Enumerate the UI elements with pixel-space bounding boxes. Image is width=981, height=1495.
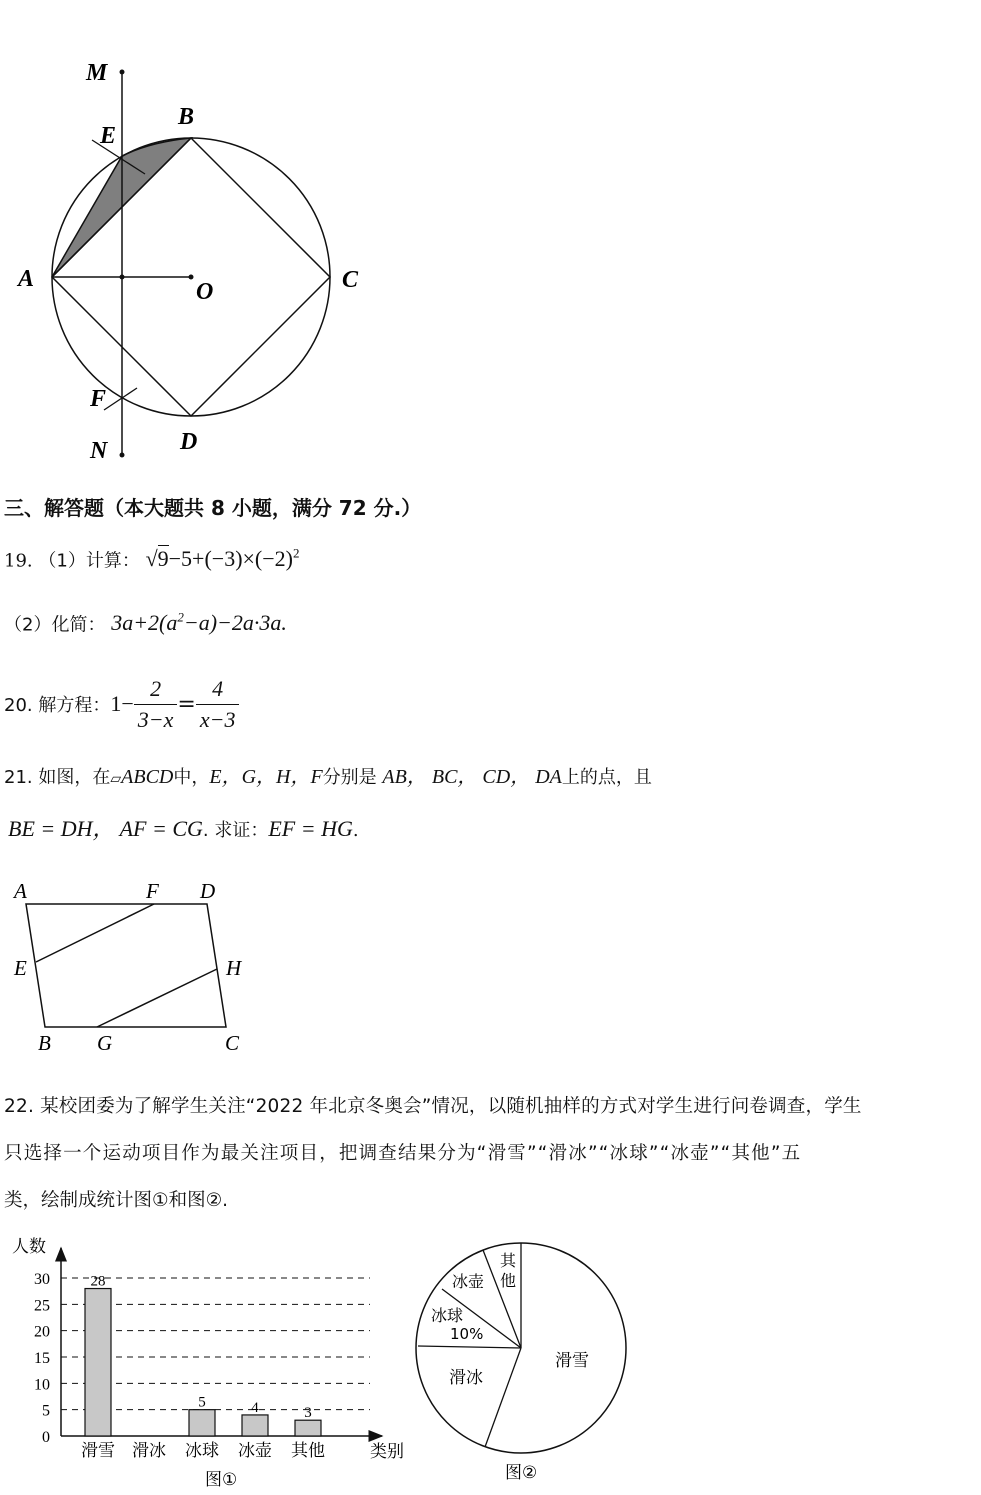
bar-3 [189, 1410, 215, 1436]
q19-part2-expr: $3a+2(a^2-a)-2a\cdot 3a$. [111, 610, 287, 636]
q22-line2: 只选择一个运动项目作为最关注项目，把调查结果分为“滑雪”“滑冰”“冰球”“冰壶”“其他”五 [4, 1143, 802, 1164]
q20 [4, 672, 239, 736]
point-m [120, 70, 125, 75]
pie-label-hockey: 冰球 [431, 1306, 464, 1325]
bar-xlabel: 类别 [370, 1442, 404, 1462]
sqrt-sign-icon: √ [145, 546, 158, 572]
pie-label-other: 其他 [500, 1251, 517, 1290]
q19-part1-expr: $√9-5+(-3)\times(-2)^2$ [145, 546, 300, 572]
q20-equals: = [177, 691, 196, 717]
label-o: O [196, 279, 214, 305]
parallelogram-icon: ▱ [110, 771, 122, 787]
bar-ytick-label: 15 [34, 1350, 50, 1367]
bar-category-label: 滑冰 [132, 1441, 166, 1461]
segment-ef [36, 904, 154, 962]
point-n [120, 453, 125, 458]
bar-ytick-label: 0 [42, 1429, 50, 1446]
bar-chart-title: 图① [205, 1470, 238, 1490]
q20-label: 20. 解方程： [4, 695, 111, 716]
label-d: D [180, 429, 198, 455]
q20-fraction-1: $\frac{2}{3-x}$ [134, 674, 178, 735]
bar-ytick-label: 5 [42, 1402, 50, 1420]
bar-category-label: 冰壶 [238, 1441, 272, 1461]
circle-square-figure [0, 40, 400, 470]
bar-ylabel: 人数 [12, 1237, 46, 1257]
label-f: F [90, 386, 107, 412]
label-b: B [178, 104, 195, 130]
q19-number: 19. [4, 550, 33, 572]
p-label-b: B [38, 1031, 51, 1055]
q19-part2 [4, 610, 287, 636]
p-label-f: F [146, 879, 159, 903]
bar-data-label: 4 [251, 1399, 259, 1416]
bar-1 [85, 1289, 111, 1436]
bar-data-label: 3 [304, 1405, 312, 1422]
pie-label-ski: 滑雪 [555, 1351, 589, 1371]
p-label-a: A [14, 879, 27, 903]
q19-part1-label: （1）计算： [38, 550, 140, 572]
q19-part1 [4, 546, 299, 572]
bar-data-label: 28 [90, 1273, 106, 1290]
point-o [189, 275, 194, 280]
q19-part2-label: （2）化简： [4, 614, 106, 636]
bar-category-label: 冰球 [185, 1441, 219, 1461]
label-n: N [90, 438, 108, 464]
q20-lhs: 1− [110, 691, 134, 716]
p-label-h: H [226, 956, 242, 980]
p-label-e: E [14, 956, 27, 980]
p-label-g: G [97, 1031, 113, 1055]
bar-ytick-label: 25 [34, 1297, 50, 1315]
point-mid [120, 275, 125, 280]
pie-label-skate: 滑冰 [449, 1368, 483, 1388]
bar-5 [295, 1420, 321, 1436]
bar-ytick-label: 10 [34, 1376, 50, 1394]
bar-category-label: 滑雪 [81, 1441, 115, 1461]
pie-chart [400, 1228, 640, 1495]
bar-4 [242, 1415, 268, 1436]
q22-line1: 22. 某校团委为了解学生关注“2022 年北京冬奥会”情况，以随机抽样的方式对学生进行问卷调查，学生 [4, 1096, 862, 1117]
pie-annotation-hockey: 10% [450, 1325, 484, 1343]
p-label-c: C [225, 1031, 240, 1055]
section-heading: 三、解答题（本大题共 8 小题，满分 72 分.） [4, 496, 422, 520]
bar-data-label: 5 [198, 1394, 206, 1411]
parallelogram-figure [0, 870, 270, 1060]
bar-chart [0, 1228, 420, 1495]
arc-mark-f [104, 388, 137, 410]
pie-chart-title: 图② [505, 1463, 538, 1483]
bar-category-label: 其他 [291, 1441, 325, 1461]
q21-line2: BE = DH， AF = CG. 求证：EF = HG. [8, 816, 359, 841]
parallelogram-abcd [26, 904, 226, 1027]
q22-line3: 类，绘制成统计图①和图②. [4, 1190, 229, 1211]
pie-label-curling: 冰壶 [452, 1272, 485, 1291]
label-m: M [86, 60, 108, 86]
bar-ytick-label: 30 [34, 1271, 50, 1288]
q20-fraction-2: $\frac{4}{x-3}$ [196, 674, 240, 735]
segment-gh [97, 969, 217, 1027]
bar-ytick-label: 20 [34, 1323, 50, 1341]
label-a: A [18, 266, 35, 292]
p-label-d: D [200, 879, 216, 903]
q21-line1: 21. 如图，在▱ABCD中，E，G，H，F分别是 AB， BC， CD， DA上的点，且 [4, 766, 652, 788]
label-e: E [100, 123, 117, 149]
label-c: C [342, 267, 359, 293]
